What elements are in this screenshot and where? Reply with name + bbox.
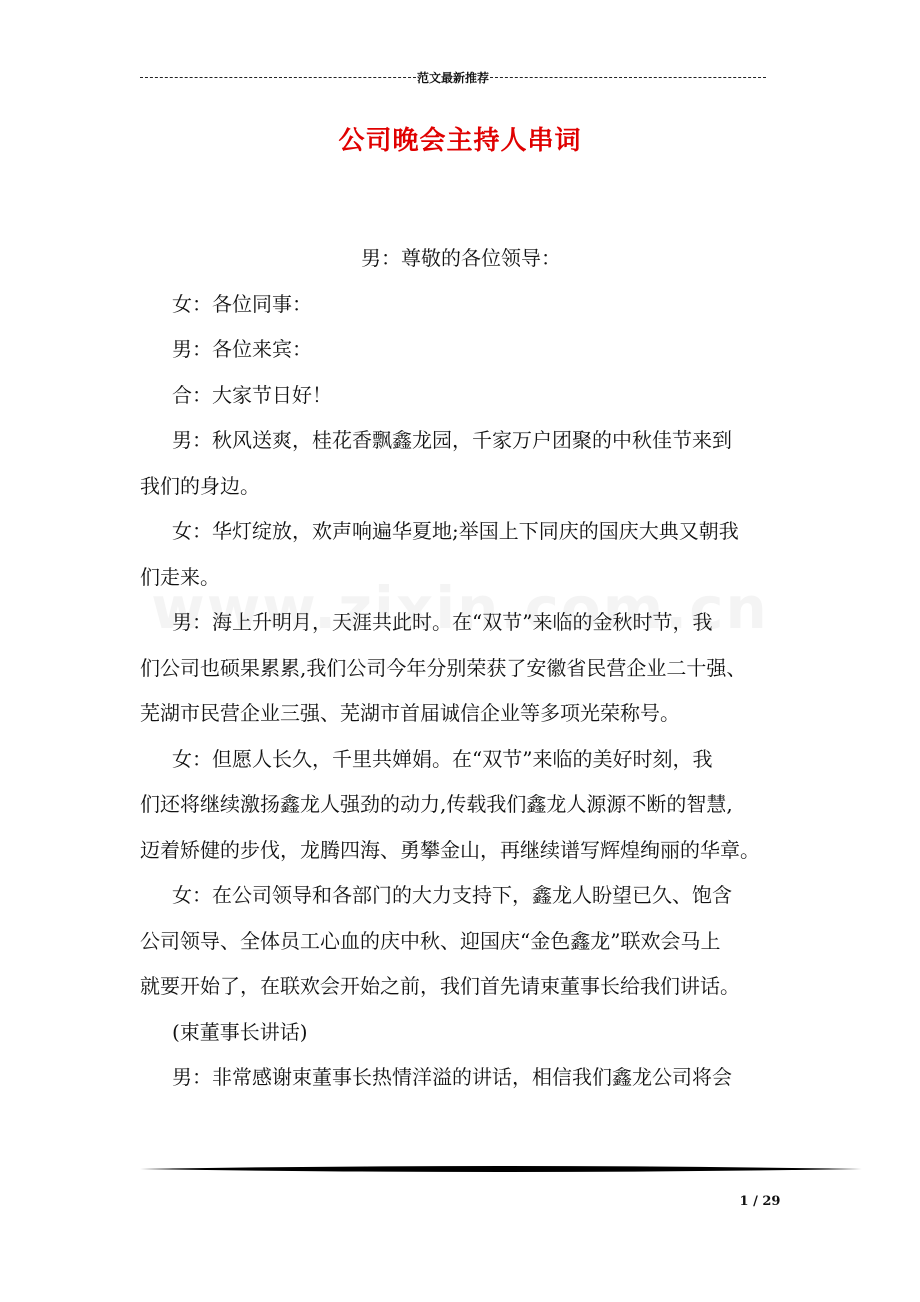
paragraph-line: 我们的身边。 bbox=[140, 473, 260, 498]
paragraph-line: (束董事长讲话) bbox=[172, 1019, 308, 1044]
paragraph-line: 男：非常感谢束董事长热情洋溢的讲话，相信我们鑫龙公司将会 bbox=[172, 1065, 732, 1089]
paragraph-line: 男：海上升明月，天涯共此时。在“双节”来临的金秋时节，我 bbox=[172, 610, 713, 634]
document-title: 公司晚会主持人串词 bbox=[338, 126, 582, 156]
footer-rule bbox=[140, 1164, 862, 1174]
page-header bbox=[140, 68, 766, 86]
header-dash-right bbox=[490, 77, 766, 78]
paragraph-line: 男：各位来宾： bbox=[172, 337, 312, 361]
paragraph-line: 合：大家节日好！ bbox=[172, 382, 332, 407]
document-body bbox=[140, 236, 782, 1101]
paragraph-line: 女：但愿人长久，千里共婵娟。在“双节”来临的美好时刻，我 bbox=[172, 746, 713, 771]
paragraph-line: 男：秋风送爽，桂花香飘鑫龙园，千家万户团聚的中秋佳节来到 bbox=[172, 428, 732, 452]
paragraph-line: 女：华灯绽放，欢声响遍华夏地;举国上下同庆的国庆大典又朝我 bbox=[172, 519, 739, 543]
paragraph-line: 迈着矫健的步伐，龙腾四海、勇攀金山，再继续谱写辉煌绚丽的华章。 bbox=[140, 837, 760, 862]
paragraph-line: 们还将继续激扬鑫龙人强劲的动力,传载我们鑫龙人源源不断的智慧, bbox=[140, 792, 733, 816]
paragraph-line: 男：尊敬的各位领导： bbox=[361, 246, 561, 270]
paragraph-line: 女：各位同事： bbox=[172, 291, 312, 316]
paragraph-line: 们走来。 bbox=[140, 564, 220, 589]
paragraph-line: 芜湖市民营企业三强、芜湖市首届诚信企业等多项光荣称号。 bbox=[140, 701, 680, 725]
paragraph-line: 女：在公司领导和各部门的大力支持下，鑫龙人盼望已久、饱含 bbox=[172, 883, 732, 907]
paragraph-line: 公司领导、全体员工心血的庆中秋、迎国庆“金色鑫龙”联欢会马上 bbox=[140, 928, 721, 953]
header-label: 范文最新推荐 bbox=[417, 70, 490, 85]
paragraph-line: 们公司也硕果累累,我们公司今年分别荣获了安徽省民营企业二十强、 bbox=[140, 655, 747, 680]
header-dash-left bbox=[140, 77, 416, 78]
page-number: 1 / 29 bbox=[739, 1194, 781, 1209]
paragraph-line: 就要开始了，在联欢会开始之前，我们首先请束董事长给我们讲话。 bbox=[140, 974, 740, 998]
